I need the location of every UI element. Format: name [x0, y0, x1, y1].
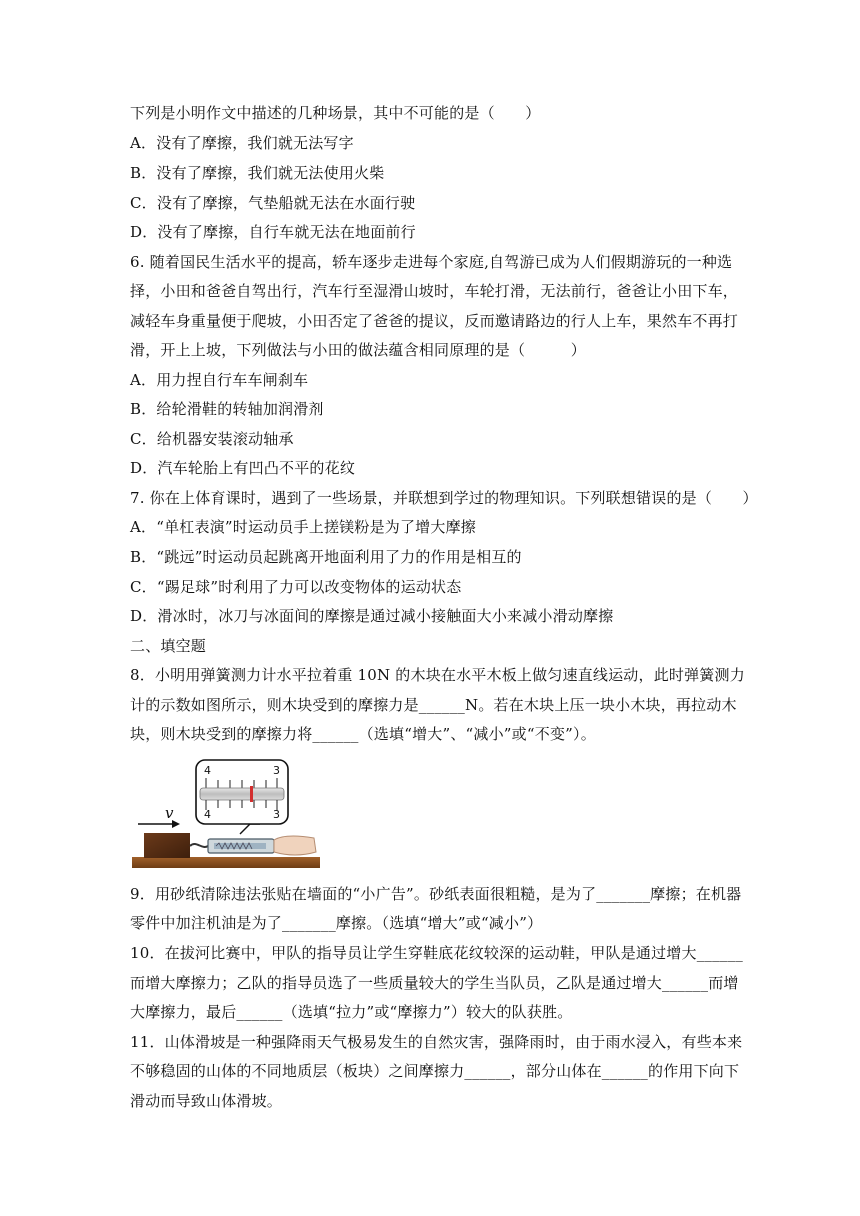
q6-option-d: D．汽车轮胎上有凹凸不平的花纹 — [130, 459, 356, 477]
hook-icon — [190, 844, 208, 847]
q7-option-a: A．“单杠表演”时运动员手上搓镁粉是为了增大摩擦 — [130, 518, 476, 536]
q11-line: 11．山体滑坡是一种强降雨天气极易发生的自然灾害，强降雨时，由于雨水浸入，有些本来 — [130, 1033, 743, 1051]
velocity-label: v — [165, 804, 174, 822]
q11-line: 不够稳固的山体的不同地质层（板块）之间摩擦力______，部分山体在______的作用下向下 — [130, 1062, 740, 1080]
q5-stem: 下列是小明作文中描述的几种场景，其中不可能的是（ ） — [130, 104, 541, 122]
q6-stem-line: 择，小田和爸爸自驾出行，汽车行至湿滑山坡时，车轮打滑，无法前行，爸爸让小田下车， — [130, 282, 739, 300]
q7-option-b: B．“跳远”时运动员起跳离开地面利用了力的作用是相互的 — [130, 548, 522, 566]
scale-label: 3 — [273, 764, 280, 777]
scale-label: 4 — [204, 764, 211, 777]
q6-option-b: B．给轮滑鞋的转轴加润滑剂 — [130, 400, 324, 418]
q6-option-c: C．给机器安装滚动轴承 — [130, 430, 294, 448]
q10-line: 而增大摩擦力；乙队的指导员选了一些质量较大的学生当队员，乙队是通过增大______而增 — [130, 974, 739, 992]
q7-stem: 7. 你在上体育课时，遇到了一些场景，并联想到学过的物理知识。下列联想错误的是（ ） — [130, 489, 758, 507]
q8-line: 块，则木块受到的摩擦力将______（选填“增大”、“减小”或“不变”）。 — [130, 725, 596, 743]
q5-option-a: A．没有了摩擦，我们就无法写字 — [130, 134, 354, 152]
scale-label: 4 — [204, 808, 211, 821]
hand-icon — [274, 836, 316, 855]
q8-line: 8．小明用弹簧测力计水平拉着重 10N 的木块在水平木板上做匀速直线运动，此时弹簧测力 — [130, 666, 745, 684]
q10-line: 10．在拔河比赛中，甲队的指导员让学生穿鞋底花纹较深的运动鞋，甲队是通过增大______ — [130, 944, 743, 962]
q5-option-c: C．没有了摩擦，气垫船就无法在水面行驶 — [130, 194, 416, 212]
scale-pointer — [250, 786, 253, 802]
q6-stem-line: 6. 随着国民生活水平的提高，轿车逐步走进每个家庭,自驾游已成为人们假期游玩的一种选 — [130, 253, 733, 271]
q7-option-d: D．滑冰时，冰刀与冰面间的摩擦是通过减小接触面大小来减小滑动摩擦 — [130, 607, 614, 625]
callout-pointer — [240, 824, 260, 834]
wooden-block — [144, 833, 190, 858]
spring-scale-figure — [132, 758, 320, 870]
q11-line: 滑动而导致山体滑坡。 — [130, 1092, 283, 1110]
q6-stem-line: 滑，开上上坡，下列做法与小田的做法蕴含相同原理的是（ ） — [130, 341, 587, 359]
wooden-board — [132, 857, 320, 868]
q8-line: 计的示数如图所示，则木块受到的摩擦力是______N。若在木块上压一块小木块，再拉动木 — [130, 696, 737, 714]
scale-label: 3 — [273, 808, 280, 821]
q7-option-c: C．“踢足球”时利用了力可以改变物体的运动状态 — [130, 578, 462, 596]
q9-line: 零件中加注机油是为了_______摩擦。（选填“增大”或“减小”） — [130, 914, 543, 932]
q6-option-a: A．用力捏自行车车闸刹车 — [130, 371, 309, 389]
q10-line: 大摩擦力，最后______（选填“拉力”或“摩擦力”）较大的队获胜。 — [130, 1003, 573, 1021]
scale-tube — [200, 788, 284, 800]
section-title: 二、填空题 — [130, 637, 207, 655]
q9-line: 9．用砂纸清除违法张贴在墙面的“小广告”。砂纸表面很粗糙，是为了_______摩擦；在机器 — [130, 885, 742, 903]
q5-option-d: D．没有了摩擦，自行车就无法在地面前行 — [130, 223, 416, 241]
q6-stem-line: 减轻车身重量便于爬坡，小田否定了爸爸的提议，反而邀请路边的行人上车，果然车不再打 — [130, 312, 739, 330]
q5-option-b: B．没有了摩擦，我们就无法使用火柴 — [130, 164, 385, 182]
